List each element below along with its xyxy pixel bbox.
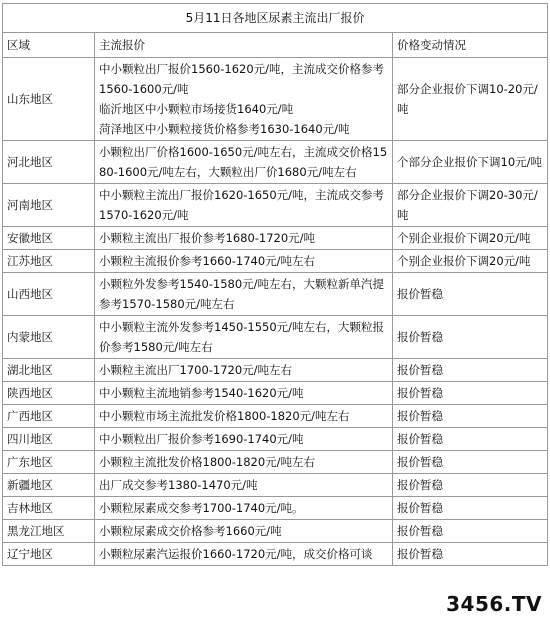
price-line: 菏泽地区中小颗粒接货价格参考1630-1640元/吨	[99, 122, 350, 136]
change-cell: 报价暂稳	[393, 520, 548, 543]
region-cell: 新疆地区	[3, 474, 95, 497]
region-cell: 陕西地区	[3, 382, 95, 405]
table-row	[3, 543, 548, 566]
change-cell: 报价暂稳	[393, 316, 548, 359]
table-row	[3, 497, 548, 520]
region-cell: 辽宁地区	[3, 543, 95, 566]
region-cell: 河北地区	[3, 141, 95, 184]
table-row	[3, 184, 548, 227]
price-cell	[95, 250, 393, 273]
price-cell	[95, 273, 393, 316]
table-row	[3, 273, 548, 316]
price-line: 小颗粒尿素成交价格参考1660元/吨	[99, 524, 282, 538]
region-cell: 山西地区	[3, 273, 95, 316]
watermark-logo: 3456.TV	[446, 592, 542, 616]
price-cell	[95, 359, 393, 382]
price-line: 中小颗粒主流地销参考1540-1620元/吨	[99, 386, 304, 400]
price-cell	[95, 58, 393, 141]
change-cell: 个别企业报价下调20元/吨	[393, 227, 548, 250]
price-report-table	[2, 3, 548, 566]
region-cell: 广西地区	[3, 405, 95, 428]
change-cell: 报价暂稳	[393, 543, 548, 566]
table-body	[3, 4, 548, 566]
table-row	[3, 141, 548, 184]
change-cell: 报价暂稳	[393, 405, 548, 428]
change-cell: 个别企业报价下调20元/吨	[393, 250, 548, 273]
region-cell: 吉林地区	[3, 497, 95, 520]
price-line: 小颗粒主流报价参考1660-1740元/吨左右	[99, 254, 316, 268]
table-row	[3, 58, 548, 141]
change-cell: 报价暂稳	[393, 359, 548, 382]
region-cell: 内蒙地区	[3, 316, 95, 359]
change-cell: 报价暂稳	[393, 474, 548, 497]
table-title: 5月11日各地区尿素主流出厂报价	[3, 4, 548, 33]
table-row	[3, 405, 548, 428]
table-row	[3, 250, 548, 273]
price-line: 出厂成交参考1380-1470元/吨	[99, 478, 258, 492]
price-line: 临沂地区中小颗粒市场接货1640元/吨	[99, 102, 294, 116]
region-cell: 黑龙江地区	[3, 520, 95, 543]
price-line: 中小颗粒出厂报价1560-1620元/吨，主流成交价格参考1560-1600元/吨	[99, 62, 385, 96]
price-line: 中小颗粒主流出厂报价1620-1650元/吨，主流成交参考1570-1620元/吨	[99, 188, 385, 222]
region-cell: 广东地区	[3, 451, 95, 474]
price-line: 小颗粒出厂价格1600-1650元/吨左右，主流成交价格1580-1600元/吨左右，大颗粒出厂价1680元/吨左右	[99, 145, 388, 179]
price-line: 中小颗粒市场主流批发价格1800-1820元/吨左右	[99, 409, 350, 423]
price-cell	[95, 405, 393, 428]
region-cell: 江苏地区	[3, 250, 95, 273]
change-cell: 报价暂稳	[393, 451, 548, 474]
table-row	[3, 428, 548, 451]
price-line: 小颗粒尿素成交参考1700-1740元/吨。	[99, 501, 304, 515]
region-cell: 山东地区	[3, 58, 95, 141]
change-cell: 报价暂稳	[393, 273, 548, 316]
table-row	[3, 451, 548, 474]
header-row	[3, 33, 548, 58]
price-cell	[95, 497, 393, 520]
price-cell	[95, 184, 393, 227]
change-cell: 报价暂稳	[393, 428, 548, 451]
price-line: 小颗粒主流出厂报价参考1680-1720元/吨	[99, 231, 316, 245]
table-row	[3, 227, 548, 250]
region-cell: 湖北地区	[3, 359, 95, 382]
title-row	[3, 4, 548, 33]
header-change: 价格变动情况	[393, 33, 548, 58]
table-row	[3, 382, 548, 405]
change-cell: 报价暂稳	[393, 497, 548, 520]
price-cell	[95, 543, 393, 566]
price-cell	[95, 141, 393, 184]
price-cell	[95, 316, 393, 359]
price-cell	[95, 227, 393, 250]
table-row	[3, 474, 548, 497]
price-line: 小颗粒主流出厂1700-1720元/吨左右	[99, 363, 293, 377]
region-cell: 河南地区	[3, 184, 95, 227]
change-cell: 部分企业报价下调20-30元/吨	[393, 184, 548, 227]
change-cell: 个部分企业报价下调10元/吨	[393, 141, 548, 184]
price-line: 小颗粒主流批发价格1800-1820元/吨左右	[99, 455, 316, 469]
price-line: 小颗粒外发参考1540-1580元/吨左右，大颗粒新单汽提参考1570-1580元/吨左右	[99, 277, 385, 311]
table-row	[3, 520, 548, 543]
price-cell	[95, 520, 393, 543]
price-line: 中小颗粒出厂报价参考1690-1740元/吨	[99, 432, 304, 446]
table-row	[3, 359, 548, 382]
header-region: 区域	[3, 33, 95, 58]
region-cell: 四川地区	[3, 428, 95, 451]
price-line: 中小颗粒主流外发参考1450-1550元/吨左右，大颗粒报价参考1580元/吨左右	[99, 320, 385, 354]
table-row	[3, 316, 548, 359]
price-line: 小颗粒尿素汽运报价1660-1720元/吨，成交价格可谈	[99, 547, 373, 561]
change-cell: 部分企业报价下调10-20元/吨	[393, 58, 548, 141]
header-price: 主流报价	[95, 33, 393, 58]
change-cell: 报价暂稳	[393, 382, 548, 405]
region-cell: 安徽地区	[3, 227, 95, 250]
price-cell	[95, 451, 393, 474]
price-cell	[95, 474, 393, 497]
price-cell	[95, 428, 393, 451]
price-cell	[95, 382, 393, 405]
